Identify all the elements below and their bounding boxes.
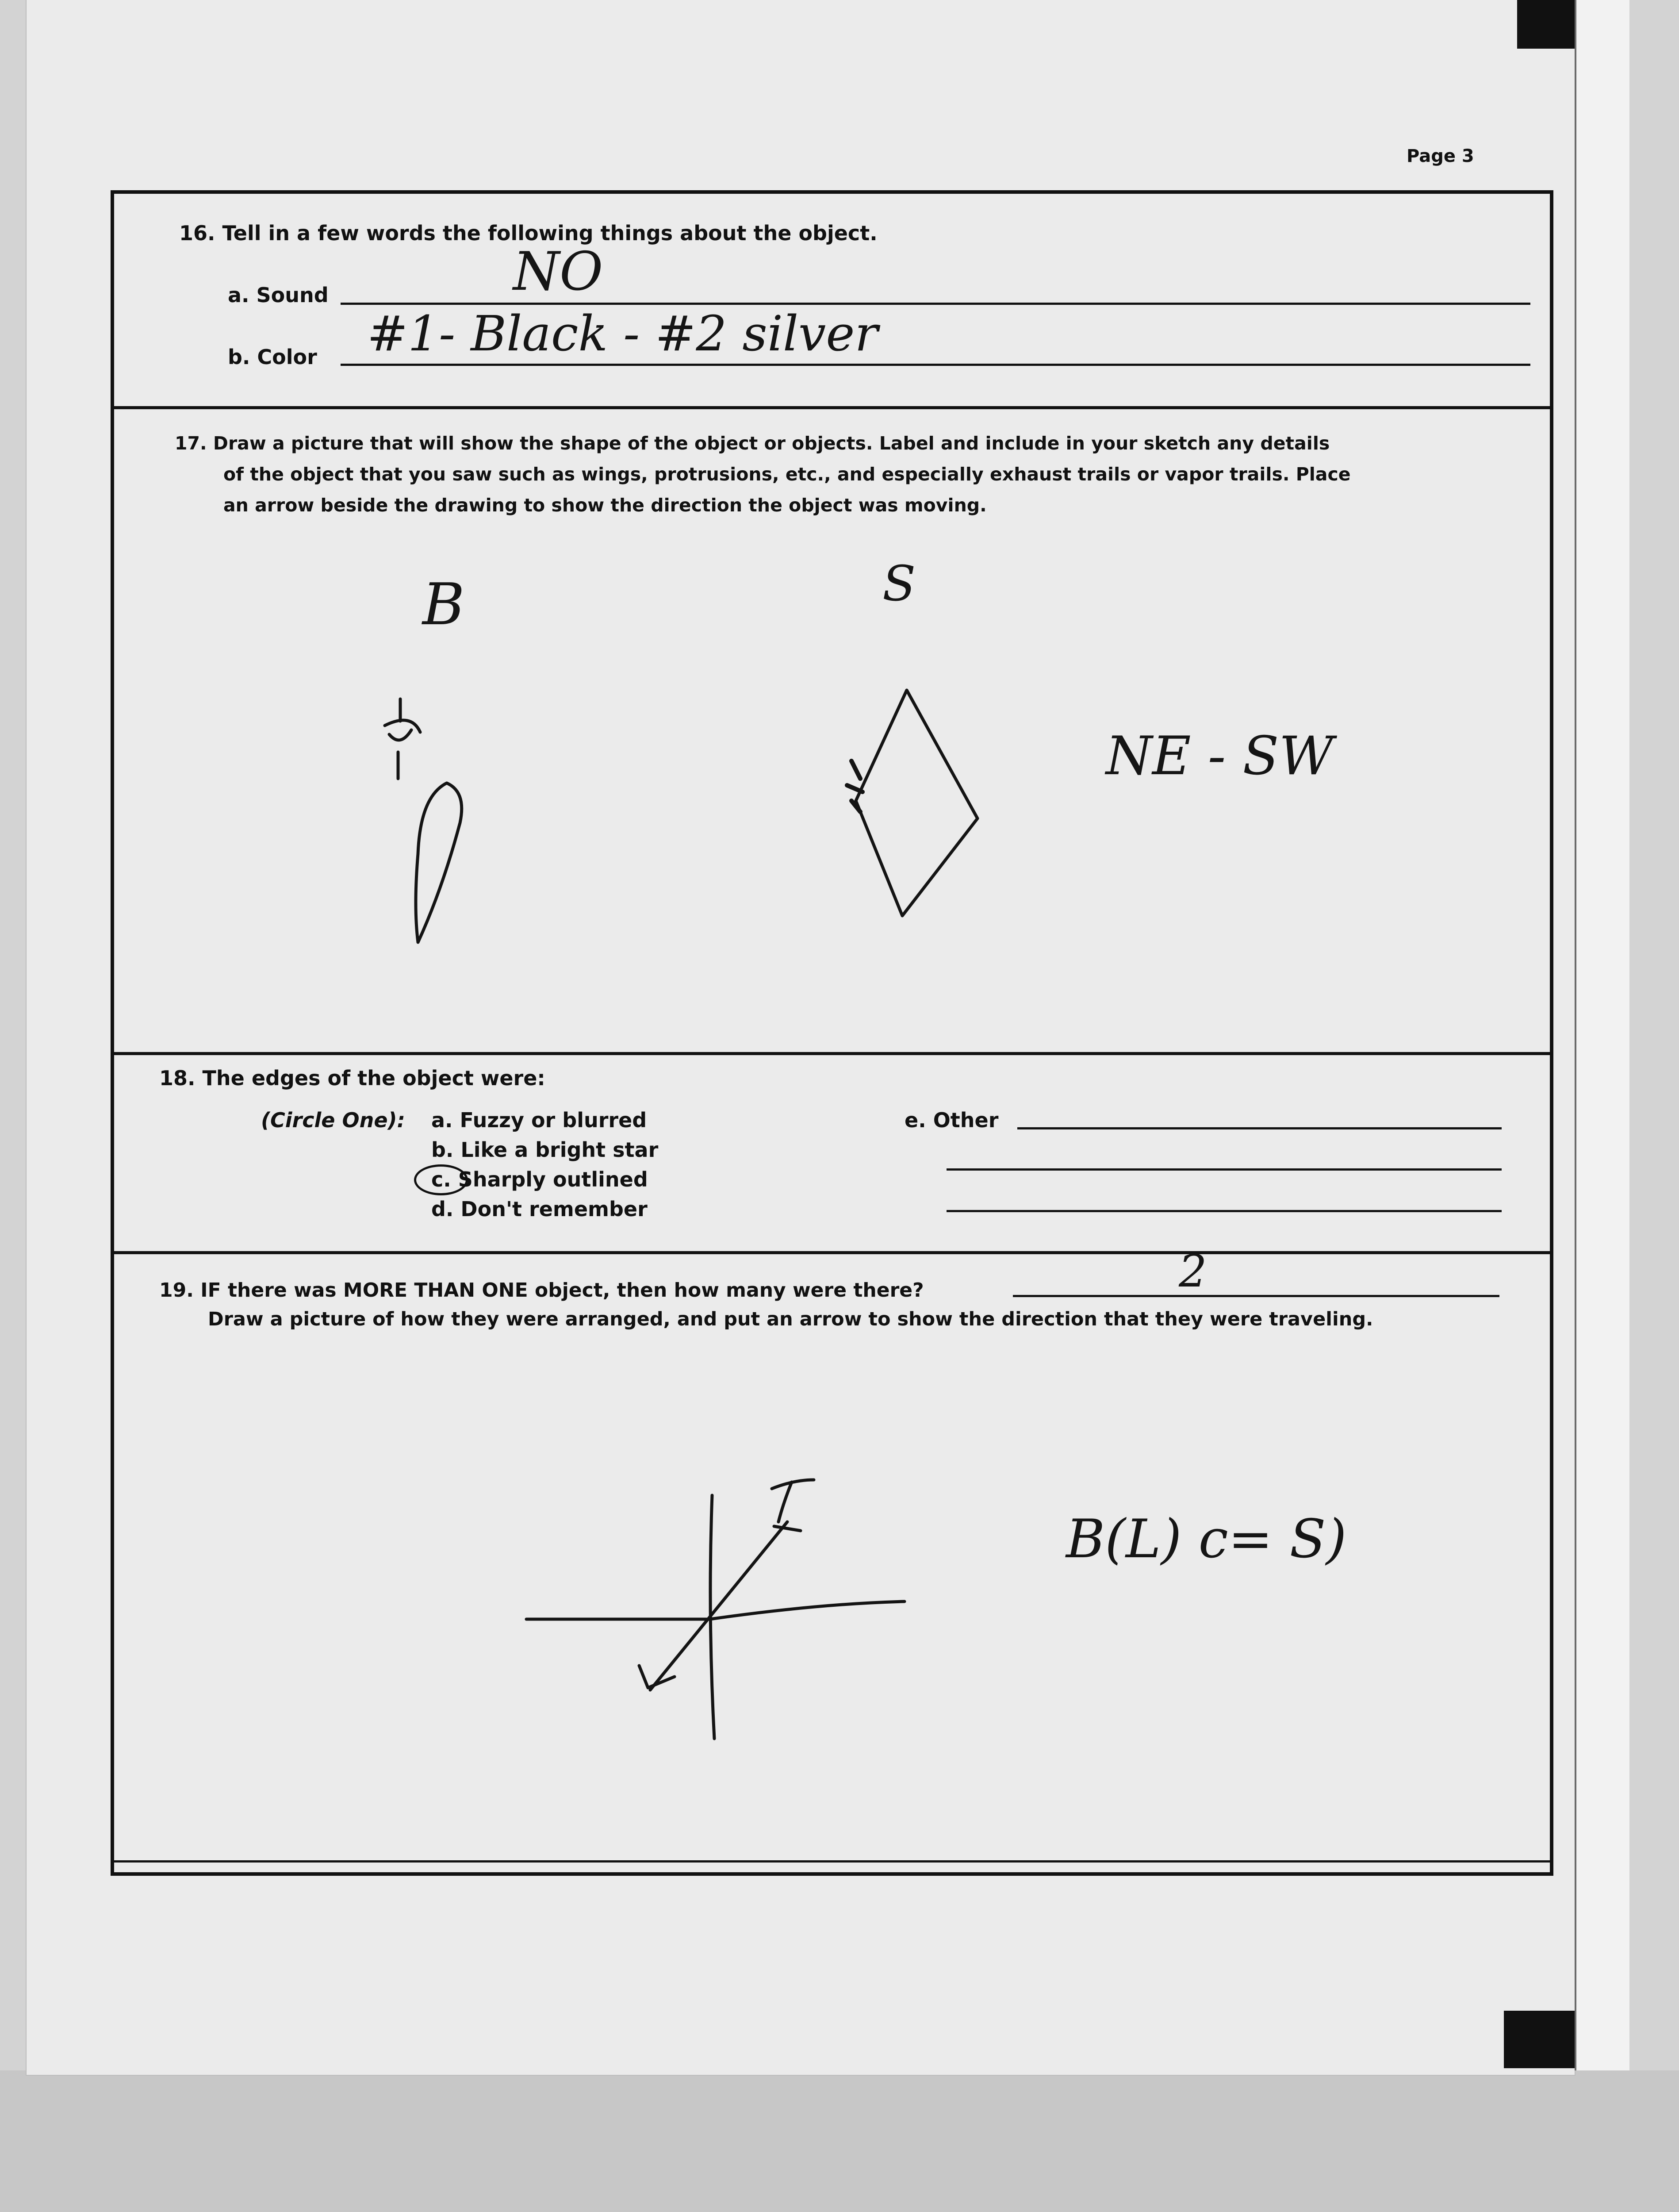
q17-instructions-line2: of the object that you saw such as wings, protrusions, etc., and especially exhaust trails or vapor trails. Place: [223, 464, 1351, 485]
direction-note: NE - SW: [1106, 726, 1334, 787]
color-answer: #1- Black - #2 silver: [367, 305, 878, 362]
q16-prompt: 16. Tell in a few words the following things about the object.: [179, 221, 878, 245]
sound-label: a. Sound: [228, 283, 329, 307]
travel-path: [650, 1522, 787, 1690]
q18-prompt: 18. The edges of the object were:: [159, 1066, 545, 1090]
sketch-label-b: B: [422, 571, 465, 638]
sound-answer: NO: [513, 241, 603, 303]
circle-one-label: (Circle One):: [261, 1108, 405, 1132]
edge-option-b: b. Like a bright star: [431, 1138, 659, 1162]
edge-option-c: c. Sharply outlined: [431, 1167, 648, 1191]
q19-prompt-line2: Draw a picture of how they were arranged, and put an arrow to show the direction that they were traveling.: [208, 1308, 1373, 1330]
other-label: e. Other: [905, 1108, 999, 1132]
edge-option-a: a. Fuzzy or blurred: [431, 1108, 647, 1132]
object-marker: [772, 1480, 814, 1531]
arrangement-note: B(L) c= S): [1066, 1509, 1347, 1570]
color-label: b. Color: [228, 345, 317, 369]
q17-instructions-line3: an arrow beside the drawing to show the direction the object was moving.: [223, 495, 987, 516]
page-number: Page 3: [1407, 146, 1474, 166]
q19-prompt-line1: 19. IF there was MORE THAN ONE object, then how many were there?: [159, 1279, 924, 1302]
sketch-label-s: S: [882, 555, 916, 612]
q17-instructions-line1: 17. Draw a picture that will show the shape of the object or objects. Label and include in your sketch any details: [175, 433, 1330, 454]
edge-option-d: d. Don't remember: [431, 1197, 648, 1221]
count-answer: 2: [1179, 1245, 1207, 1297]
